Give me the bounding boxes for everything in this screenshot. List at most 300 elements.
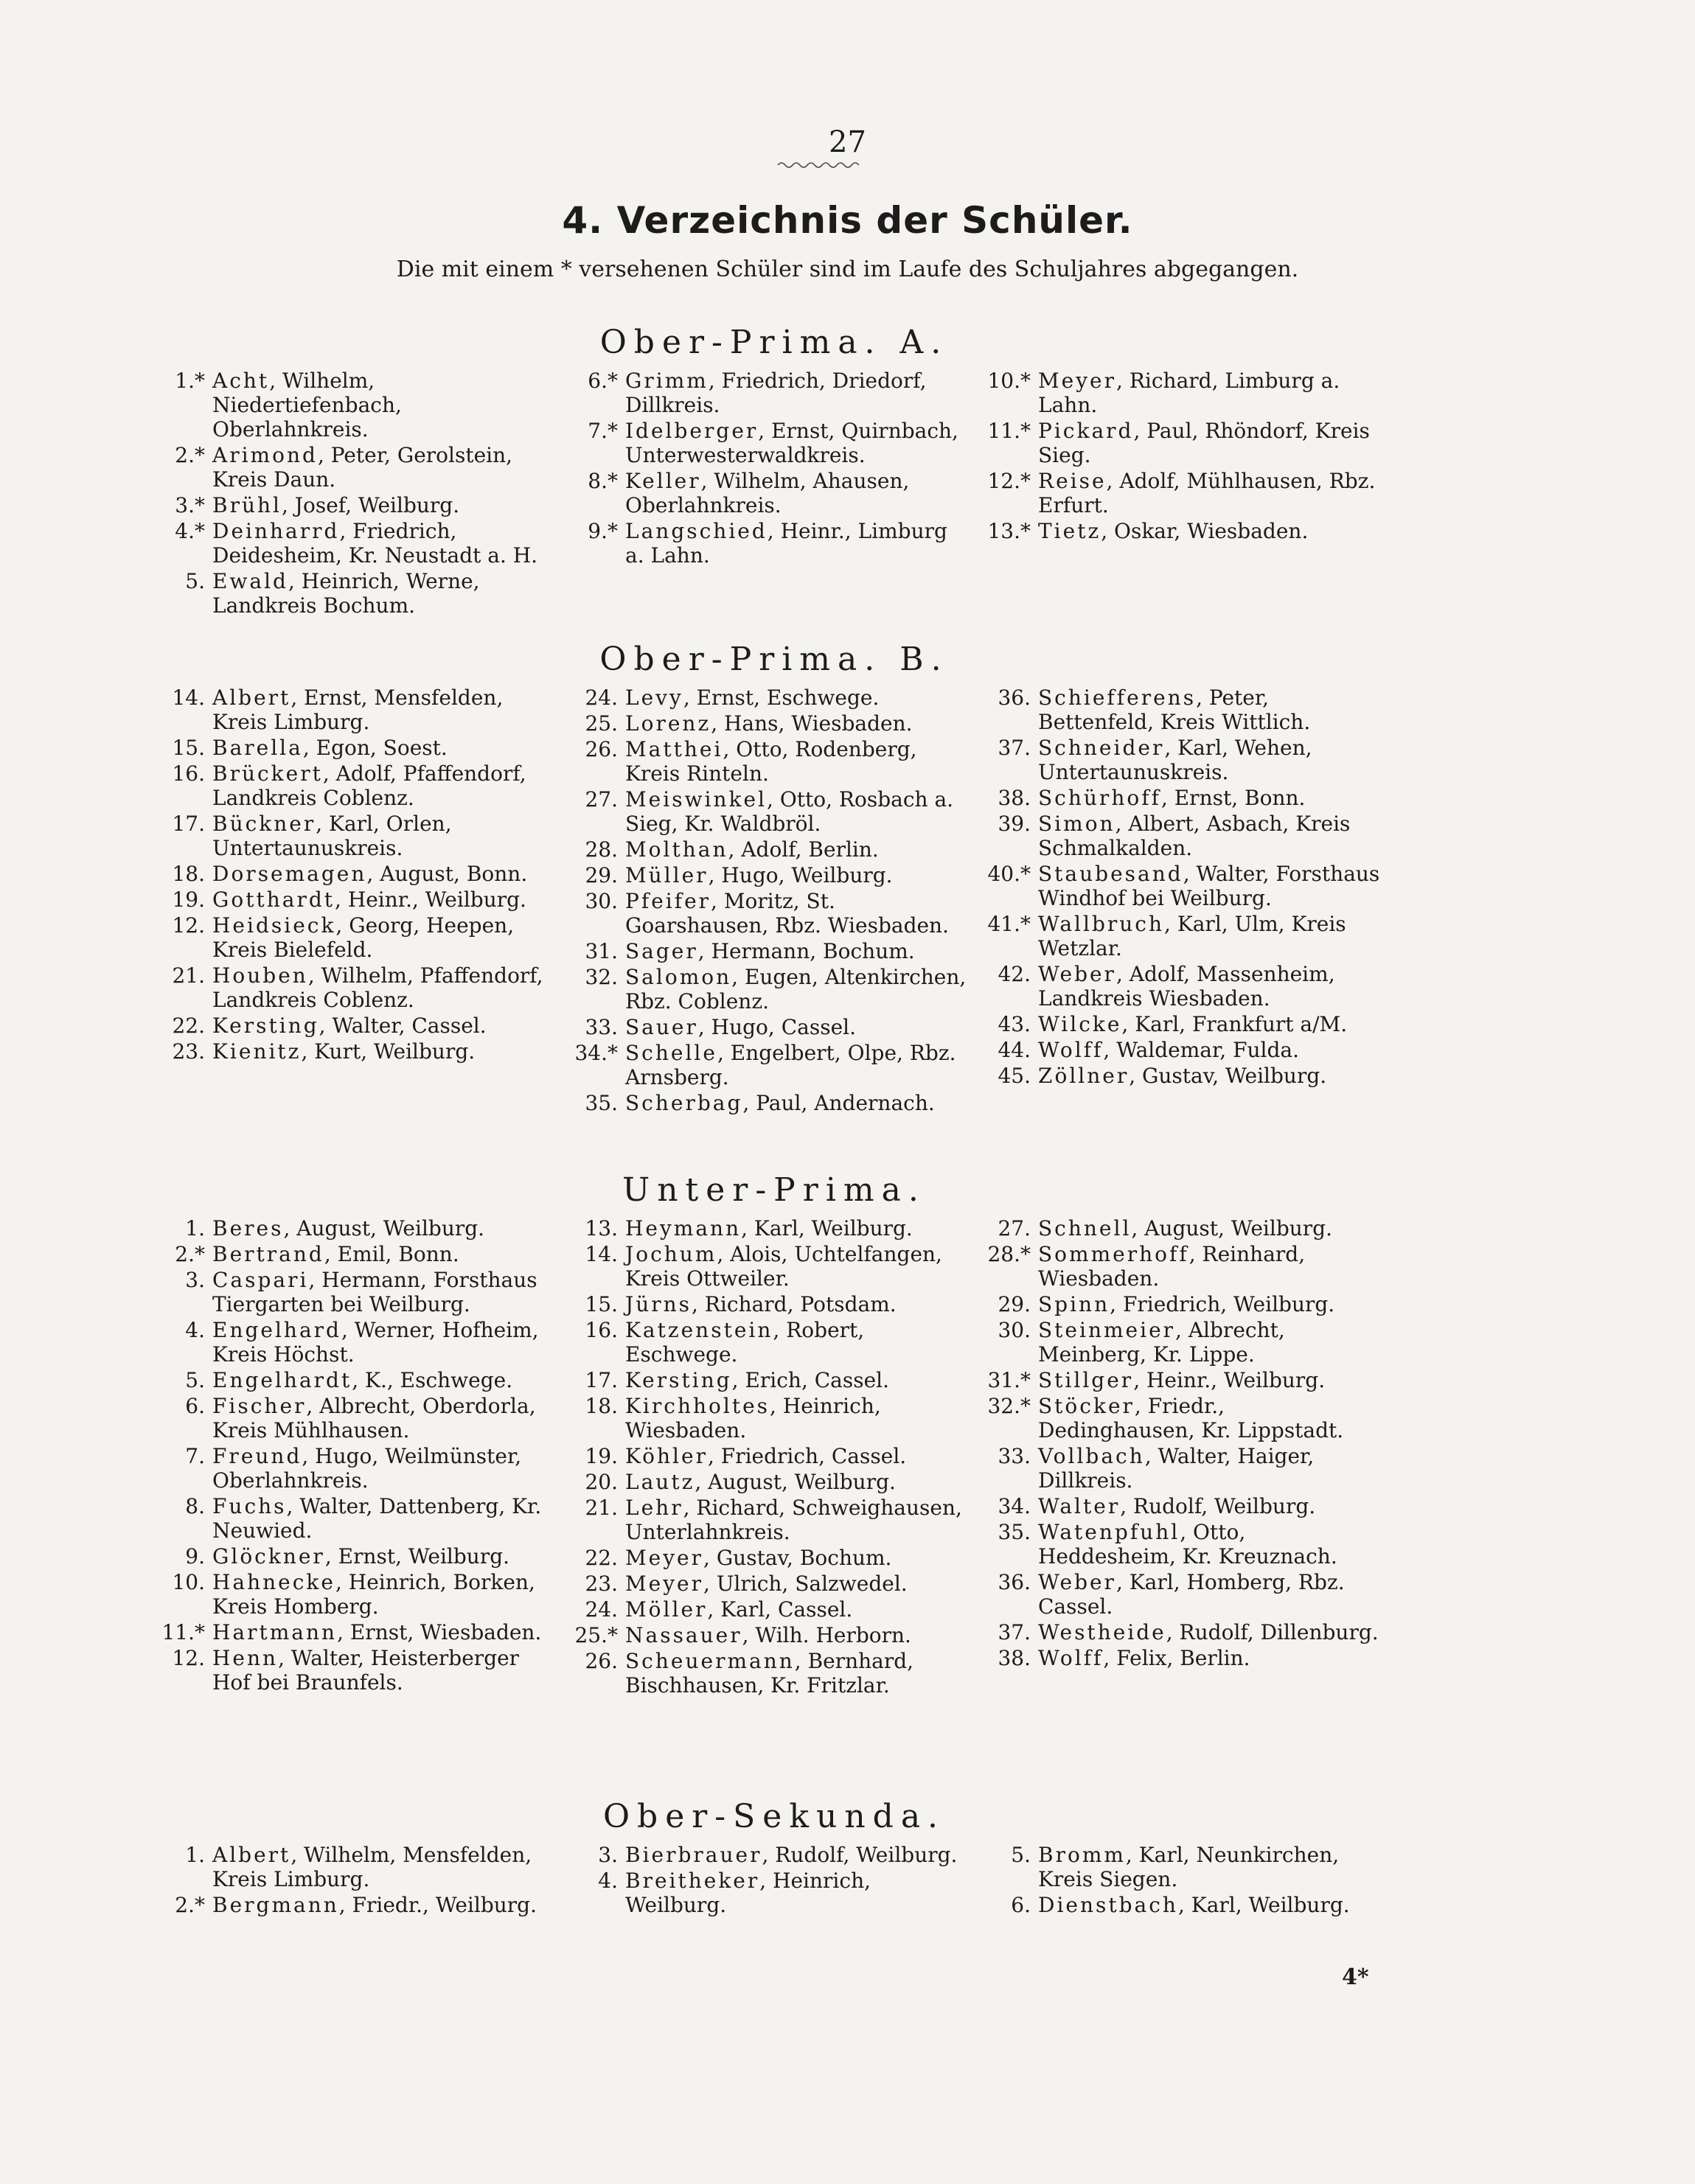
student-surname: Scheuermann [625,1649,795,1673]
student-details: , Wilhelm, Niedertiefenbach, Oberlahnkreis. [212,369,402,442]
student-entry [568,1546,972,1570]
student-surname: Weber [1038,1570,1116,1594]
student-details: , Moritz, St. Goarshausen, Rbz. Wiesbaden. [625,889,949,938]
student-details: , Ernst, Eschwege. [683,685,880,710]
student-details: , Richard, Limburg a. Lahn. [1038,369,1340,417]
student-surname: Spinn [1038,1292,1110,1316]
student-details: , Hermann, Forsthaus Tiergarten bei Weilburg. [212,1268,537,1316]
student-surname: Idelberger [625,419,759,443]
student-entry [981,1893,1385,1917]
student-surname: Katzenstein [625,1318,773,1342]
student-entry [568,837,972,862]
student-entry [568,1292,972,1316]
student-entry [568,711,972,736]
student-surname: Matthei [625,737,723,761]
student-surname: Acht [212,369,270,393]
student-details: , Heinrich, Werne, Landkreis Bochum. [212,569,480,618]
entry-number: 21. [172,963,205,988]
student-details: , Rudolf, Dillenburg. [1166,1620,1379,1644]
student-entry [155,1039,559,1064]
student-entry [155,1544,559,1569]
student-surname: Grimm [625,369,709,393]
entry-number: 32. [585,965,618,989]
entry-number: 10.* [987,369,1031,393]
student-surname: Sager [625,939,698,963]
student-entry [155,1242,559,1266]
student-details: , Otto, Heddesheim, Kr. Kreuznach. [1038,1520,1337,1569]
entry-number: 11.* [987,419,1031,443]
student-surname: Jochum [625,1242,717,1266]
student-details: , Albrecht, Oberdorla, Kreis Mühlhausen. [212,1394,536,1442]
student-details: , Heinr., Weilburg. [335,887,526,912]
departed-star: * [608,1623,618,1647]
student-entry [981,1444,1385,1493]
student-details: , Rudolf, Weilburg. [762,1843,958,1867]
wavy-rule [778,161,859,170]
entry-number: 32.* [987,1394,1031,1418]
student-details: , Georg, Heepen, Kreis Bielefeld. [212,913,515,962]
student-entry [568,519,972,568]
student-surname: Houben [212,963,308,988]
entry-number: 23. [585,1571,618,1596]
student-entry [155,913,559,962]
entry-number: 29. [585,863,618,887]
student-surname: Brückert [212,761,323,786]
departed-star: * [195,519,205,543]
student-surname: Reise [1038,469,1107,493]
student-entry [981,419,1385,467]
student-surname: Dorsemagen [212,862,367,886]
student-entry [568,469,972,517]
student-entry [981,519,1385,543]
student-entry [155,1444,559,1493]
entry-number: 6.* [588,369,618,393]
student-surname: Beres [212,1216,284,1241]
student-details: , Adolf, Mühlhausen, Rbz. Erfurt. [1038,469,1376,517]
student-details: , Oskar, Wiesbaden. [1101,519,1309,543]
student-surname: Sommerhoff [1038,1242,1189,1266]
student-details: , Adolf, Berlin. [728,837,879,862]
entry-number: 33. [998,1444,1031,1468]
entry-number: 38. [998,786,1031,810]
entry-number: 37. [998,736,1031,760]
student-details: , August, Bonn. [366,862,528,886]
student-entry [981,736,1385,784]
student-surname: Breitheker [625,1869,760,1893]
student-details: , Peter, Bettenfeld, Kreis Wittlich. [1038,685,1311,734]
entry-number: 16. [172,761,205,786]
student-surname: Wilcke [1038,1012,1122,1036]
student-surname: Heymann [625,1216,742,1241]
student-surname: Wolff [1038,1646,1104,1670]
student-details: , Hugo, Cassel. [697,1015,856,1039]
student-details: , Walter, Forsthaus Windhof bei Weilburg. [1038,862,1380,910]
student-entry [981,1216,1385,1241]
student-entry [155,369,559,442]
student-entry [155,1646,559,1695]
student-entry [155,1318,559,1367]
entry-number: 41.* [987,912,1031,936]
student-details: , Josef, Weilburg. [281,493,460,517]
student-details: , Gustav, Weilburg. [1129,1064,1327,1088]
entry-number: 33. [585,1015,618,1039]
student-entry [155,1843,559,1891]
student-entry [155,1268,559,1316]
student-details: , Wilhelm, Mensfelden, Kreis Limburg. [212,1843,532,1891]
student-surname: Weber [1038,962,1116,986]
student-details: , August, Weilburg. [1131,1216,1332,1241]
entry-number: 21. [585,1496,618,1520]
student-entry [155,1893,559,1917]
student-surname: Köhler [625,1444,708,1468]
student-details: , Wilhelm, Pfaffendorf, Landkreis Coblenz. [212,963,543,1012]
student-details: , Felix, Berlin. [1103,1646,1250,1670]
student-details: , Wilh. Herborn. [742,1623,911,1647]
student-entry [155,1394,559,1442]
class-section [155,317,1393,619]
student-details: , Paul, Andernach. [742,1091,935,1115]
entry-number: 5. [185,569,205,593]
entry-number: 15. [585,1292,618,1316]
student-entry [568,1015,972,1039]
student-details: , Walter, Dattenberg, Kr. Neuwied. [212,1494,542,1543]
student-details: , Walter, Haiger, Dillkreis. [1038,1444,1315,1493]
entry-number: 34. [998,1494,1031,1518]
student-entry [981,1843,1385,1891]
entry-number: 28. [585,837,618,862]
departed-star: * [1020,1242,1031,1266]
entry-number: 30. [998,1318,1031,1342]
departed-star: * [1020,912,1031,936]
departed-star: * [608,419,618,443]
student-surname: Langschied [625,519,768,543]
entry-number: 13. [585,1216,618,1241]
departed-star: * [195,493,205,517]
entry-number: 12. [172,1646,205,1670]
student-details: , Karl, Homberg, Rbz. Cassel. [1038,1570,1345,1619]
student-surname: Schelle [625,1041,717,1065]
departed-star: * [1020,1368,1031,1392]
student-entry [155,736,559,760]
student-surname: Watenpfuhl [1038,1520,1180,1544]
student-surname: Kirchholtes [625,1394,770,1418]
student-entry [981,912,1385,960]
student-entry [155,812,559,860]
departed-star: * [195,1242,205,1266]
student-details: , Ernst, Quirnbach, Unterwesterwaldkreis. [625,419,958,467]
departed-star: * [195,1620,205,1644]
student-entry [568,1368,972,1392]
entry-number: 19. [172,887,205,912]
departed-star: * [1020,369,1031,393]
student-surname: Stöcker [1038,1394,1135,1418]
student-surname: Dienstbach [1038,1893,1178,1917]
student-entry [155,1368,559,1392]
student-entry [981,862,1385,910]
entry-number: 8.* [588,469,618,493]
student-details: , Karl, Frankfurt a/M. [1121,1012,1348,1036]
student-surname: Lehr [625,1496,683,1520]
student-entry [568,1242,972,1291]
entry-number: 8. [185,1494,205,1518]
student-entry [568,1041,972,1089]
student-surname: Brühl [212,493,282,517]
entry-number: 35. [585,1091,618,1115]
student-details: , Rudolf, Weilburg. [1120,1494,1316,1518]
class-section [155,634,1393,1117]
student-details: , Karl, Neunkirchen, Kreis Siegen. [1038,1843,1340,1891]
entry-number: 4. [185,1318,205,1342]
student-entry [155,887,559,912]
student-surname: Salomon [625,965,732,989]
student-details: , Friedr., Dedinghausen, Kr. Lippstadt. [1038,1394,1344,1442]
student-entry [981,1064,1385,1088]
student-surname: Molthan [625,837,728,862]
student-surname: Arimond [212,443,318,467]
entry-number: 2.* [175,443,205,467]
student-details: , Karl, Ulm, Kreis Wetzlar. [1038,912,1346,960]
student-details: , Friedrich, Deidesheim, Kr. Neustadt a. H. [212,519,538,568]
student-entry [981,1242,1385,1291]
class-section [155,1791,1393,1919]
student-entry [981,1646,1385,1670]
student-surname: Meyer [625,1546,704,1570]
student-entry [981,685,1385,734]
student-surname: Schürhoff [1038,786,1161,810]
entry-number: 28.* [987,1242,1031,1266]
entry-number: 26. [585,737,618,761]
student-entry [981,1620,1385,1644]
student-details: , Otto, Rosbach a. Sieg, Kr. Waldbröl. [625,787,954,836]
student-column [981,369,1393,619]
entry-number: 9. [185,1544,205,1569]
student-details: , Emil, Bonn. [324,1242,459,1266]
student-surname: Hahnecke [212,1570,335,1594]
student-details: , Werner, Hofheim, Kreis Höchst. [212,1318,539,1367]
student-surname: Engelhard [212,1318,341,1342]
entry-number: 13.* [987,519,1031,543]
entry-number: 9.* [588,519,618,543]
departed-star: * [608,1041,618,1065]
student-details: , Ernst, Weilburg. [324,1544,510,1569]
student-column [155,685,568,1117]
student-entry [568,787,972,836]
entry-number: 5. [1011,1843,1031,1867]
student-details: , Hugo, Weilburg. [708,863,893,887]
entry-number: 42. [998,962,1031,986]
student-column [155,1216,568,1699]
student-entry [155,1013,559,1038]
student-surname: Zöllner [1038,1064,1130,1088]
student-details: , Friedr., Weilburg. [338,1893,537,1917]
student-entry [568,1394,972,1442]
entry-number: 24. [585,1597,618,1622]
student-column [155,1843,568,1919]
student-entry [568,369,972,417]
student-details: , Bernhard, Bischhausen, Kr. Fritzlar. [625,1649,914,1698]
entry-number: 26. [585,1649,618,1673]
student-surname: Westheide [1038,1620,1166,1644]
student-surname: Gotthardt [212,887,335,912]
entry-number: 4. [598,1869,618,1893]
student-details: , Eugen, Altenkirchen, Rbz. Coblenz. [625,965,967,1013]
student-entry [155,1570,559,1619]
student-surname: Deinharrd [212,519,340,543]
entry-number: 34.* [574,1041,618,1065]
student-details: , Richard, Potsdam. [692,1292,897,1316]
entry-number: 43. [998,1012,1031,1036]
signature-mark: 4* [1342,1964,1369,1990]
student-details: , Friedrich, Driedorf, Dillkreis. [625,369,927,417]
student-entry [981,1292,1385,1316]
entry-number: 35. [998,1520,1031,1544]
entry-number: 37. [998,1620,1031,1644]
class-section [155,1165,1393,1699]
student-details: , Erich, Cassel. [731,1368,890,1392]
student-entry [568,1843,972,1867]
entry-number: 36. [998,1570,1031,1594]
student-entry [568,1597,972,1622]
departed-star: * [1020,519,1031,543]
student-surname: Albert [212,1843,291,1867]
entry-number: 14. [585,1242,618,1266]
entry-number: 12. [172,913,205,938]
student-details: , Adolf, Massenheim, Landkreis Wiesbaden. [1038,962,1335,1011]
student-column [981,1843,1393,1919]
student-surname: Schneider [1038,736,1165,760]
entry-number: 3. [598,1843,618,1867]
student-surname: Kersting [212,1013,319,1038]
entry-number: 23. [172,1039,205,1064]
student-entry [568,685,972,710]
student-details: , Wilhelm, Ahausen, Oberlahnkreis. [625,469,910,517]
entry-number: 11.* [161,1620,205,1644]
student-entry [568,1318,972,1367]
student-surname: Freund [212,1444,302,1468]
student-entry [981,1318,1385,1367]
student-details: , Karl, Weilburg. [1177,1893,1350,1917]
entry-number: 22. [585,1546,618,1570]
student-entry [155,1620,559,1644]
student-surname: Walter [1038,1494,1121,1518]
student-surname: Albert [212,685,291,710]
student-details: , Ernst, Bonn. [1160,786,1306,810]
student-entry [155,685,559,734]
entry-number: 6. [185,1394,205,1418]
page-title: 4. Verzeichnis der Schüler. [562,199,1133,242]
student-surname: Bromm [1038,1843,1126,1867]
student-entry [981,786,1385,810]
entry-number: 1. [185,1216,205,1241]
student-entry [568,965,972,1013]
student-entry [155,569,559,618]
student-entry [981,369,1385,417]
departed-star: * [1020,419,1031,443]
student-entry [568,939,972,963]
student-details: , August, Weilburg. [695,1470,896,1494]
student-details: , Hans, Wiesbaden. [711,711,913,736]
student-entry [981,469,1385,517]
entry-number: 12.* [987,469,1031,493]
student-surname: Simon [1038,812,1116,836]
entry-number: 17. [172,812,205,836]
entry-number: 25. [585,711,618,736]
student-entry [568,1869,972,1917]
student-details: , Ernst, Mensfelden, Kreis Limburg. [212,685,504,734]
student-surname: Pickard [1038,419,1134,443]
student-details: , Alois, Uchtelfangen, Kreis Ottweiler. [625,1242,942,1291]
student-surname: Kienitz [212,1039,302,1064]
student-details: , Hermann, Bochum. [697,939,915,963]
student-entry [155,761,559,810]
entry-number: 22. [172,1013,205,1038]
student-surname: Henn [212,1646,279,1670]
entry-number: 16. [585,1318,618,1342]
entry-number: 10. [172,1570,205,1594]
student-surname: Jürns [625,1292,692,1316]
student-entry [568,863,972,887]
entry-number: 45. [998,1064,1031,1088]
student-entry [981,1368,1385,1392]
student-surname: Sauer [625,1015,698,1039]
student-surname: Keller [625,469,701,493]
student-details: , Richard, Schweighausen, Unterlahnkreis. [625,1496,962,1544]
departed-star: * [1020,862,1031,886]
student-details: , Heinrich, Wiesbaden. [625,1394,881,1442]
entry-number: 31. [585,939,618,963]
student-details: , Albert, Asbach, Kreis Schmalkalden. [1038,812,1351,860]
entry-number: 4.* [175,519,205,543]
entry-number: 39. [998,812,1031,836]
student-surname: Schnell [1038,1216,1132,1241]
entry-number: 18. [585,1394,618,1418]
entry-number: 14. [172,685,205,710]
student-entry [155,1494,559,1543]
student-surname: Staubesand [1038,862,1183,886]
student-surname: Steinmeier [1038,1318,1176,1342]
entry-number: 24. [585,685,618,710]
student-entry [981,1012,1385,1036]
student-surname: Müller [625,863,709,887]
student-surname: Scherbag [625,1091,743,1115]
student-surname: Vollbach [1038,1444,1145,1468]
student-entry [568,1091,972,1115]
student-entry [981,1520,1385,1569]
student-column [981,685,1393,1117]
entry-number: 2.* [175,1893,205,1917]
student-surname: Bergmann [212,1893,339,1917]
student-surname: Fischer [212,1394,307,1418]
student-entry [568,419,972,467]
student-surname: Barella [212,736,303,760]
student-column [568,1216,981,1699]
student-column [568,369,981,619]
student-details: , Heinrich, Borken, Kreis Homberg. [212,1570,535,1619]
departed-star: * [608,469,618,493]
student-entry [568,737,972,786]
student-details: , Friedrich, Cassel. [707,1444,907,1468]
student-surname: Lautz [625,1470,695,1494]
student-surname: Wallbruch [1038,912,1165,936]
page-subtitle: Die mit einem * versehenen Schüler sind im Laufe des Schuljahres abgegangen. [396,257,1299,282]
entry-number: 17. [585,1368,618,1392]
student-surname: Meyer [1038,369,1117,393]
entry-number: 19. [585,1444,618,1468]
student-details: , Otto, Rodenberg, Kreis Rinteln. [625,737,917,786]
entry-number: 15. [172,736,205,760]
entry-number: 40.* [987,862,1031,886]
student-details: , Egon, Soest. [302,736,448,760]
